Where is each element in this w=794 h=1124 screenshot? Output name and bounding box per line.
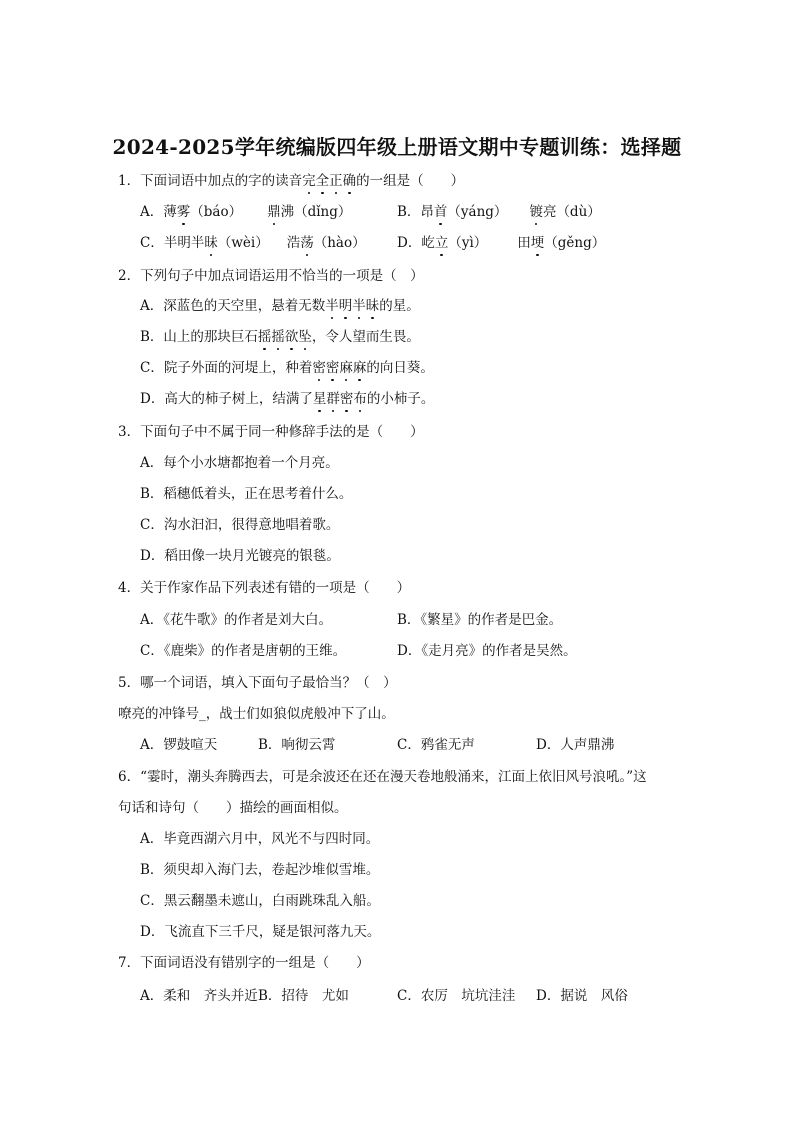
question-7-option-d: D．据说 风俗 — [536, 988, 628, 1004]
question-2-stem: 2．下列句子中加点词语运用不恰当的一项是（ ） — [118, 268, 424, 284]
question-2-option-c: C．院子外面的河堤上，种着密密麻麻的向日葵。 — [140, 360, 434, 376]
question-4-option-c: C．《鹿柴》的作者是唐朝的王维。 — [140, 643, 347, 659]
question-5-option-d: D．人声鼎沸 — [536, 737, 615, 753]
page-title: 2024-2025学年统编版四年级上册语文期中专题训练：选择题 — [112, 135, 682, 159]
question-6-option-c: C．黑云翻墨未遮山，白雨跳珠乱入船。 — [140, 893, 380, 909]
question-1-stem: 1．下面词语中加点的字的读音完全正确的一组是（ ） — [118, 173, 465, 189]
question-4-stem: 4．关于作家作品下列表述有错的一项是（ ） — [118, 580, 411, 596]
question-4-option-d: D．《走月亮》的作者是吴然。 — [397, 643, 577, 659]
question-1-option-a: A．薄雾（báo） 鼎沸（dǐng） — [140, 204, 352, 220]
question-7-option-c: C．农厉 坑坑洼洼 — [397, 988, 516, 1004]
question-3-option-a: A．每个小水塘都抱着一个月亮。 — [140, 455, 339, 471]
question-7-option-a: A．柔和 齐头并近 — [140, 988, 258, 1004]
question-4-option-a: A．《花牛歌》的作者是刘大白。 — [140, 612, 332, 628]
question-2-option-b: B．山上的那块巨石摇摇欲坠，令人望而生畏。 — [140, 329, 420, 345]
question-3-stem: 3．下面句子中不属于同一种修辞手法的是（ ） — [118, 424, 424, 440]
question-6-stem-line-1: 6．“霎时，潮头奔腾西去，可是余波还在还在漫天卷地般涌来，江面上依旧风号浪吼。”这 — [118, 769, 647, 785]
question-3-option-d: D．稻田像一块月光镀亮的银毯。 — [140, 548, 340, 564]
question-5-sentence: 嘹亮的冲锋号_，战士们如狼似虎般冲下了山。 — [118, 706, 395, 722]
question-1-option-c: C．半明半昧（wèi） 浩荡（hào） — [140, 235, 366, 251]
question-7-option-b: B．招待 尤如 — [258, 988, 349, 1004]
question-6-stem-line-2: 句话和诗句（ ）描绘的画面相似。 — [118, 800, 348, 816]
question-5-option-a: A．锣鼓喧天 — [140, 737, 218, 753]
question-4-option-b: B．《繁星》的作者是巴金。 — [397, 612, 563, 628]
question-6-option-b: B．须臾却入海门去，卷起沙堆似雪堆。 — [140, 862, 380, 878]
question-2-option-d: D．高大的柿子树上，结满了星群密布的小柿子。 — [140, 391, 435, 407]
question-2-option-a: A．深蓝色的天空里，悬着无数半明半昧的星。 — [140, 298, 420, 314]
question-3-option-b: B．稻穗低着头，正在思考着什么。 — [140, 486, 353, 502]
question-7-stem: 7．下面词语没有错别字的一组是（ ） — [118, 955, 370, 971]
question-5-option-c: C．鸦雀无声 — [397, 737, 475, 753]
question-1-option-d: D．屹立（yì） 田埂（gěng） — [397, 235, 606, 251]
question-1-option-b: B．昂首（yáng） 镀亮（dù） — [397, 204, 601, 220]
question-5-stem: 5．哪一个词语，填入下面句子最恰当？（ ） — [118, 675, 397, 691]
question-6-option-d: D．飞流直下三千尺，疑是银河落九天。 — [140, 924, 381, 940]
question-3-option-c: C．沟水汩汩，很得意地唱着歌。 — [140, 517, 340, 533]
question-5-option-b: B．响彻云霄 — [258, 737, 336, 753]
question-6-option-a: A．毕竟西湖六月中，风光不与四时同。 — [140, 831, 380, 847]
